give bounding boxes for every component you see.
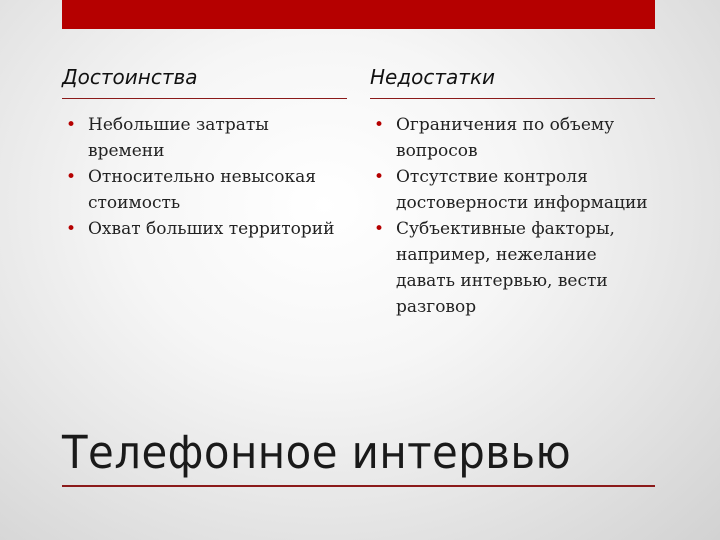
- top-accent-bar: [62, 0, 655, 29]
- disadvantages-column: [370, 62, 655, 320]
- advantages-heading-rule: [62, 98, 347, 99]
- bullet-icon: •: [66, 219, 77, 239]
- disadvantages-heading: Недостатки: [370, 65, 496, 89]
- list-item-text: Ограничения по объему вопросов: [396, 115, 615, 161]
- list-item: [370, 112, 655, 164]
- disadvantages-list: [370, 112, 655, 320]
- list-item: [62, 164, 347, 216]
- list-item-text: Охват больших территорий: [88, 219, 335, 239]
- bullet-icon: •: [374, 219, 385, 239]
- bullet-icon: •: [66, 115, 77, 135]
- advantages-column: [62, 62, 347, 242]
- list-item: [62, 112, 347, 164]
- list-item: [370, 164, 655, 216]
- list-item: [370, 216, 655, 320]
- bullet-icon: •: [374, 115, 385, 135]
- list-item-text: Небольшие затраты времени: [88, 115, 269, 161]
- bullet-icon: •: [374, 167, 385, 187]
- advantages-list: [62, 112, 347, 242]
- bullet-icon: •: [66, 167, 77, 187]
- list-item: [62, 216, 347, 242]
- disadvantages-heading-rule: [370, 98, 655, 99]
- list-item-text: Относительно невысокая стоимость: [88, 167, 316, 213]
- slide-title: Телефонное интервью: [62, 426, 572, 479]
- advantages-heading: Достоинства: [62, 65, 198, 89]
- list-item-text: Отсутствие контроля достоверности информации: [396, 167, 648, 213]
- title-rule: [62, 485, 655, 487]
- list-item-text: Субъективные факторы, например, нежелание давать интервью, вести разговор: [396, 219, 615, 317]
